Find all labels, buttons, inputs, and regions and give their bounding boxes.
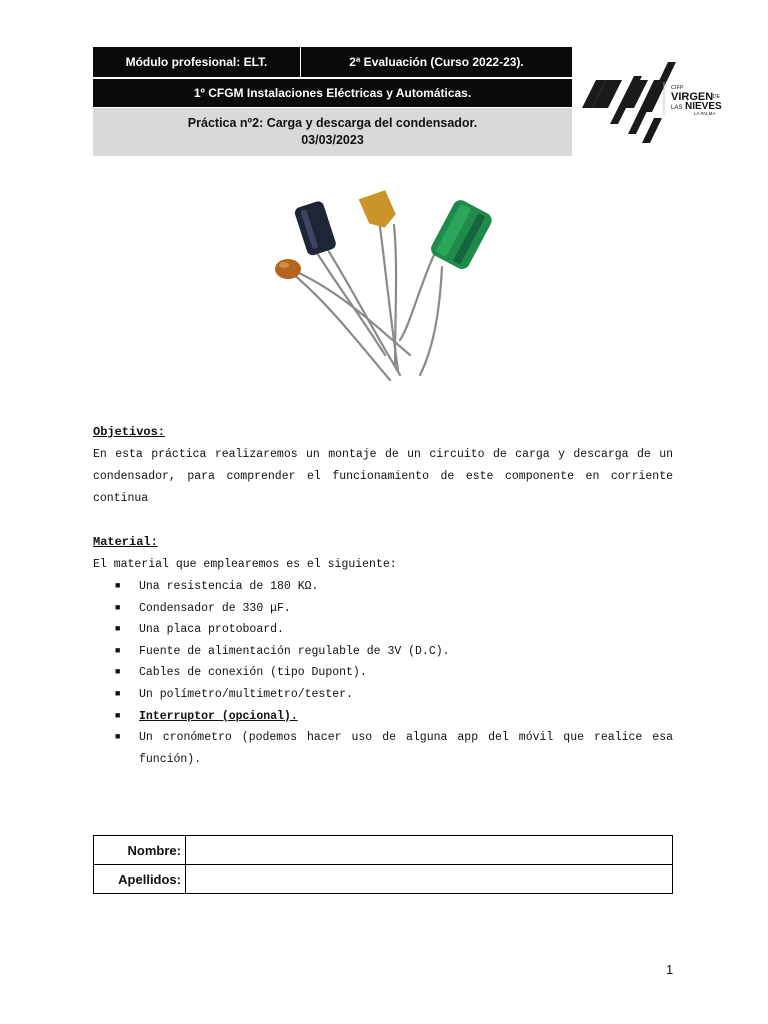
bullet-icon: ■ (115, 667, 121, 678)
yellow-capacitor (358, 189, 398, 232)
list-item: ■ Cables de conexión (tipo Dupont). (93, 662, 673, 684)
course-cell: 1º CFGM Instalaciones Eléctricas y Automáticas. (93, 79, 572, 107)
ceramic-capacitor (275, 259, 301, 279)
practice-title: Práctica nº2: Carga y descarga del condensador. (187, 116, 478, 130)
surname-label: Apellidos: (94, 865, 186, 894)
practice-title-cell (93, 108, 572, 156)
capacitors-photo (270, 185, 500, 385)
module-cell: Módulo profesional: ELT. (93, 47, 301, 77)
list-item: ■ Una resistencia de 180 KΩ. (93, 576, 673, 598)
black-capacitor (293, 200, 337, 257)
bullet-icon: ■ (115, 688, 121, 699)
header-table (93, 47, 572, 156)
logo-las: LAS (671, 105, 683, 111)
bullet-icon: ■ (115, 645, 121, 656)
bullet-icon: ■ (115, 710, 121, 721)
logo-place: LA PALMA (694, 111, 716, 116)
name-field[interactable] (186, 836, 673, 865)
page-number: 1 (666, 962, 674, 977)
material-list (93, 576, 673, 770)
list-item: ■ Un polímetro/multimetro/tester. (93, 684, 673, 706)
header-row-1 (93, 47, 572, 77)
objetivos-title: Objetivos: (93, 425, 166, 439)
student-form (93, 835, 673, 894)
lead-wire (312, 245, 385, 355)
green-capacitor (428, 197, 494, 271)
bullet-icon: ■ (115, 581, 121, 591)
logo-virgen: VIRGEN (671, 91, 714, 103)
header-row-2 (93, 79, 572, 107)
bullet-icon: ■ (115, 732, 121, 743)
list-item: ■ Una placa protoboard. (93, 619, 673, 641)
logo-cifp: CIFP (671, 85, 684, 91)
surname-field[interactable] (186, 865, 673, 894)
bullet-icon: ■ (115, 602, 121, 613)
logo-de: DE (713, 94, 720, 100)
name-label: Nombre: (94, 836, 186, 865)
list-item: ■ Condensador de 330 μF. (93, 598, 673, 620)
school-logo (582, 58, 727, 143)
bullet-icon: ■ (115, 624, 121, 635)
list-item: ■ Fuente de alimentación regulable de 3V (D.C). (93, 641, 673, 663)
list-item: ■ Un cronómetro (podemos hacer uso de alguna app del móvil que realice esa función). (93, 727, 673, 770)
practice-date: 03/03/2023 (301, 133, 364, 147)
logo-nieves: NIEVES (685, 101, 722, 112)
evaluation-cell: 2ª Evaluación (Curso 2022-23). (301, 47, 572, 77)
list-item: ■ Interruptor (opcional). (93, 706, 673, 728)
material-intro: El material que emplearemos es el siguiente: (93, 558, 397, 571)
objetivos-text: En esta práctica realizaremos un montaje de un circuito de carga y descarga de un condensador, para comprender el funcionamiento de este componente en corriente continua (93, 448, 673, 505)
material-title: Material: (93, 535, 158, 549)
